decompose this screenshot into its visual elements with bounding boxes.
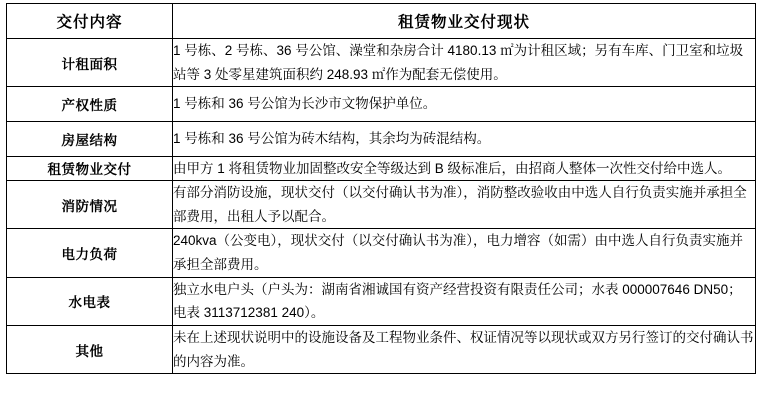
row-label-lease-delivery: 租赁物业交付 [7,156,173,181]
row-label-building-structure: 房屋结构 [7,121,173,156]
row-value-others: 未在上述现状说明中的设施设备及工程物业条件、权证情况等以现状或双方另行签订的交付确认书的内容为准。 [173,325,756,373]
row-value-lease-delivery: 由甲方 1 将租赁物业加固整改安全等级达到 B 级标准后，由招商人整体一次性交付给中选人。 [173,156,756,181]
table-row [7,121,756,156]
row-label-rent-area: 计租面积 [7,39,173,87]
table-row [7,156,756,181]
table-row [7,39,756,87]
row-value-fire-safety: 有部分消防设施，现状交付（以交付确认书为准），消防整改验收由中选人自行负责实施并承担全部费用，出租人予以配合。 [173,181,756,229]
row-value-power-load: 240kva（公变电），现状交付（以交付确认书为准），电力增容（如需）由中选人自行负责实施并承担全部费用。 [173,229,756,277]
row-label-others: 其他 [7,325,173,373]
header-delivery-content: 交付内容 [7,4,173,39]
header-delivery-status: 租赁物业交付现状 [173,4,756,39]
delivery-status-table [6,3,756,374]
table-row [7,181,756,229]
row-label-fire-safety: 消防情况 [7,181,173,229]
row-label-property-nature: 产权性质 [7,87,173,122]
table-row [7,87,756,122]
table-header-row [7,4,756,39]
table-row [7,277,756,325]
table-row [7,229,756,277]
row-value-building-structure: 1 号栋和 36 号公馆为砖木结构，其余均为砖混结构。 [173,121,756,156]
row-value-rent-area: 1 号栋、2 号栋、36 号公馆、澡堂和杂房合计 4180.13 ㎡为计租区域；另有车库、门卫室和垃圾站等 3 处零星建筑面积约 248.93 ㎡作为配套无偿使用。 [173,39,756,87]
row-value-water-electric-meter: 独立水电户头（户头为：湖南省湘诚国有资产经营投资有限责任公司；水表 000007646 DN50；电表 3113712381 240）。 [173,277,756,325]
row-label-water-electric-meter: 水电表 [7,277,173,325]
row-value-property-nature: 1 号栋和 36 号公馆为长沙市文物保护单位。 [173,87,756,122]
row-label-power-load: 电力负荷 [7,229,173,277]
table-row [7,325,756,373]
